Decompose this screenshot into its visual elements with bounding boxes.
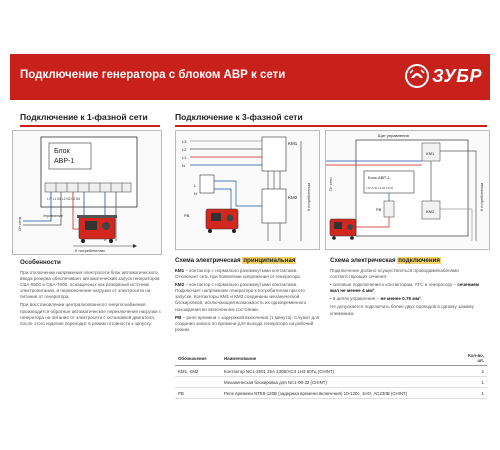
scheme2-note: Не допускается подключать более двух проводов в одному зажиму клеммника. bbox=[330, 304, 474, 316]
table-row bbox=[175, 366, 487, 377]
zubr-logo-icon bbox=[405, 64, 429, 88]
km2-label: KM2 bbox=[288, 195, 298, 200]
table-header-row bbox=[175, 351, 487, 366]
block-label-2: АВР-1 bbox=[54, 158, 75, 165]
pb-label: PB bbox=[184, 213, 190, 218]
scheme1-title bbox=[175, 257, 296, 264]
three-phase-title: Подключение к 3-фазной сети bbox=[175, 112, 303, 122]
features-title: Особенности bbox=[20, 259, 61, 266]
km1-label: KM1 bbox=[288, 141, 298, 146]
single-phase-title: Подключение к 1-фазной сети bbox=[20, 112, 148, 122]
scheme2-title-prefix: Схема электрическая bbox=[330, 257, 398, 264]
bullet1-bold: сечением жил не менее 4 мм² bbox=[330, 282, 480, 294]
row-name: Реле времени NTE8-120В (задержка времени включения) 10-120с, 1НО, АС230В (CHINT) bbox=[221, 388, 459, 399]
n-label: N bbox=[194, 191, 197, 196]
row-id bbox=[175, 377, 221, 388]
row-qty: 1 bbox=[459, 388, 487, 399]
consumer-label-2: К потребителям bbox=[307, 182, 311, 211]
brand-name: ЗУБР bbox=[432, 65, 482, 86]
table-row bbox=[175, 388, 487, 399]
col-id-header: Обозначение bbox=[175, 351, 221, 366]
km2-description: – контактор с нормально разомкнутыми контактами. Подключает напряжение генератора к потребителям при его запуске. Контакторы КМ1 и КМ2 соединены механической блокировкой, исключающей возможность их одновременного нахождения во включенном состоянии. bbox=[175, 282, 307, 312]
source-label-3: От сети bbox=[329, 177, 333, 191]
features-paragraph-1: При отключении напряжения электросети блок автоматического ввода резерва обеспечивает автоматический запуск генераторов СБА-5500 и СБА-7000, оснащенных как резервный источник электропитания, и переключение нагрузки от электросети на питание от генератора. bbox=[20, 270, 160, 300]
terminal-labels-2: L N L1 N1 L2 N2 L3 N3 bbox=[366, 187, 393, 190]
pb-key: PB bbox=[175, 314, 182, 320]
scheme1-text bbox=[175, 268, 320, 335]
generator-icon bbox=[77, 215, 117, 243]
bullet1-suffix: ; bbox=[374, 288, 376, 294]
source-label: От сети bbox=[17, 216, 22, 231]
row-name: Механическая блокировка для NC1-09-32 (CHINT) bbox=[221, 377, 459, 388]
km1-label-2: KM1 bbox=[426, 151, 435, 156]
row-name: Контактор NC1-2501 25А 230В/АС3 1НЗ 50Гц (CHINT) bbox=[221, 366, 459, 377]
features-text bbox=[20, 270, 165, 329]
scheme1-title-highlight: принципиальная bbox=[243, 257, 296, 264]
bullet2-suffix: . bbox=[420, 296, 422, 302]
scheme2-text bbox=[330, 268, 488, 319]
page-title: Подключение генератора с блоком АВР к сети bbox=[20, 69, 286, 81]
features-paragraph-2: При восстановлении централизованного энергоснабжения производится обратное автоматическое переключение нагрузки с генератора на питание от электросети с остановкой двигателя, после этого изделие переходит в режим готовности к запуску. bbox=[20, 302, 162, 326]
single-phase-diagram bbox=[12, 130, 162, 255]
terminal-labels: L N L1 N1 L2 N2 L3 N3 bbox=[47, 197, 81, 201]
three-phase-underline bbox=[175, 125, 487, 127]
col-qty-header: Кол-во, шт. bbox=[459, 351, 487, 366]
components-table bbox=[175, 351, 487, 399]
brand-logo bbox=[405, 64, 482, 88]
scheme2-intro: Подключение должно осуществляться проводами/кабелями соответствующих сечения: bbox=[330, 268, 459, 280]
scheme2-title-highlight: подключения bbox=[398, 257, 440, 264]
row-qty: 2 bbox=[459, 366, 487, 377]
generator-icon-3 bbox=[330, 219, 356, 240]
header-banner bbox=[10, 54, 490, 100]
km2-label-2: KM2 bbox=[426, 209, 435, 214]
phase-l2-label: L2 bbox=[182, 147, 187, 152]
l-label: L bbox=[194, 183, 197, 188]
scheme1-title-prefix: Схема электрическая bbox=[175, 257, 243, 264]
generator-icon-2 bbox=[206, 209, 238, 233]
bullet2-prefix: • в цепях управления – bbox=[330, 296, 381, 302]
phase-l1-label: L1 bbox=[182, 155, 187, 160]
consumer-label: К потребителям bbox=[75, 248, 105, 253]
km1-description: – контактор с нормально разомкнутыми контактами. Отключает сеть при появлении напряжения от генератора. bbox=[175, 268, 302, 280]
single-phase-underline bbox=[20, 125, 160, 127]
phase-l3-label: L3 bbox=[182, 139, 187, 144]
scheme2-title bbox=[330, 257, 441, 264]
control-label: Управление bbox=[43, 214, 63, 218]
pb-description: – реле времени с задержкой включения (1 минута). Служит для создания запаса по времени для выхода генератора на рабочий режим. bbox=[175, 314, 320, 332]
phase-n-label: N bbox=[182, 163, 185, 168]
table-row bbox=[175, 377, 487, 388]
consumer-label-3: К потребителям bbox=[480, 182, 484, 211]
km1-key: КМ1 bbox=[175, 268, 185, 273]
bullet2-bold: не менее 0.75 мм² bbox=[380, 296, 421, 302]
row-id: KM1, KM2 bbox=[175, 366, 221, 377]
block-label-3: Блок АВР-1 bbox=[368, 175, 390, 180]
row-id: PB bbox=[175, 388, 221, 399]
pb-label-2: PB bbox=[376, 207, 382, 212]
block-label-1: Блок bbox=[54, 148, 70, 155]
bullet1-prefix: • силовые подключения к контакторам, АТС и генератору – bbox=[330, 282, 458, 288]
three-phase-schematic bbox=[175, 130, 320, 250]
col-name-header: Наименование bbox=[221, 351, 459, 366]
km2-key: КМ2 bbox=[175, 282, 185, 288]
panel-label: Щит управления bbox=[378, 133, 409, 138]
row-qty: 1 bbox=[459, 377, 487, 388]
three-phase-wiring-diagram bbox=[325, 130, 490, 250]
